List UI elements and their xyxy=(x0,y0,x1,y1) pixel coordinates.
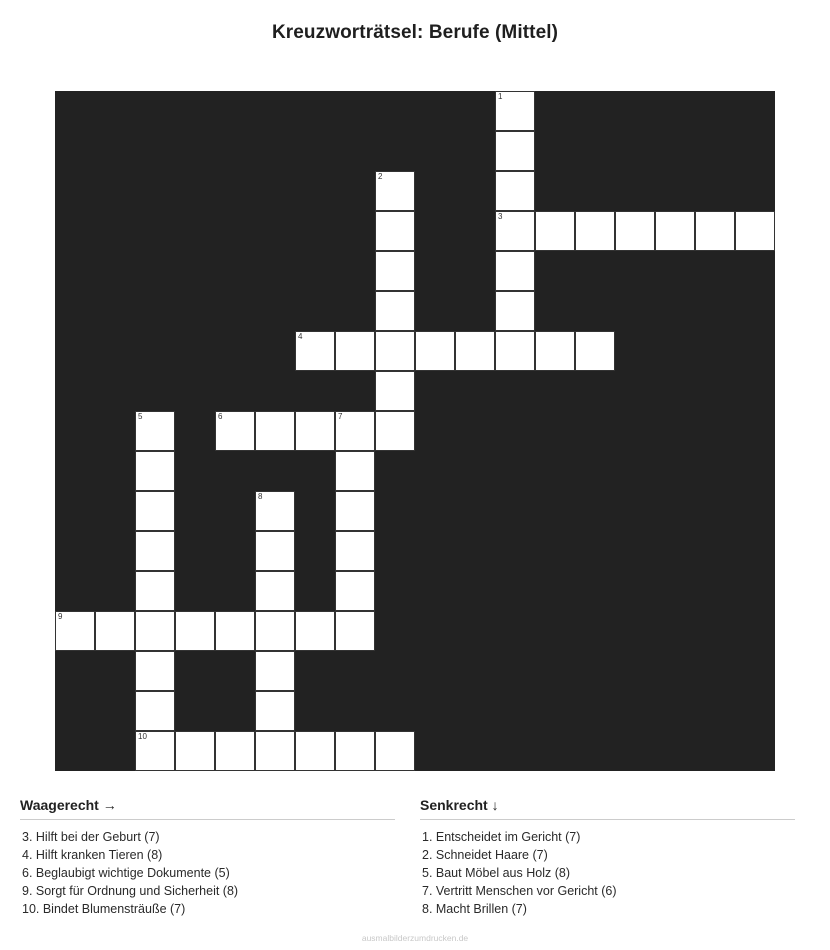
crossword-cell[interactable] xyxy=(575,211,615,251)
cell-number: 6 xyxy=(218,412,223,421)
clue-item: 9. Sorgt für Ordnung und Sicherheit (8) xyxy=(22,884,239,898)
cell-number: 8 xyxy=(258,492,263,501)
crossword-cell[interactable] xyxy=(255,571,295,611)
clue-item: 4. Hilft kranken Tieren (8) xyxy=(22,848,163,862)
crossword-cell[interactable] xyxy=(655,211,695,251)
crossword-cell[interactable] xyxy=(255,491,295,531)
crossword-cell[interactable] xyxy=(135,411,175,451)
crossword-cell[interactable] xyxy=(335,571,375,611)
clues-across xyxy=(20,797,395,918)
crossword-cell[interactable] xyxy=(375,371,415,411)
crossword-cell[interactable] xyxy=(295,411,335,451)
crossword-cell[interactable] xyxy=(135,611,175,651)
crossword-cell[interactable] xyxy=(335,331,375,371)
crossword-cell[interactable] xyxy=(335,611,375,651)
crossword-cell[interactable] xyxy=(615,211,655,251)
crossword-cell[interactable] xyxy=(255,691,295,731)
crossword-cell[interactable] xyxy=(375,211,415,251)
crossword-cell[interactable] xyxy=(375,291,415,331)
cell-number: 2 xyxy=(378,172,383,181)
page-title: Kreuzworträtsel: Berufe (Mittel) xyxy=(271,22,559,43)
crossword-cell[interactable] xyxy=(135,731,175,771)
clues-down xyxy=(420,797,795,918)
crossword-cell[interactable] xyxy=(255,411,295,451)
crossword-cell[interactable] xyxy=(335,731,375,771)
crossword-cell[interactable] xyxy=(95,611,135,651)
crossword-cell[interactable] xyxy=(455,331,495,371)
cell-number: 3 xyxy=(498,212,503,221)
crossword-cell[interactable] xyxy=(55,611,95,651)
crossword-cell[interactable] xyxy=(215,611,255,651)
crossword-cell[interactable] xyxy=(335,411,375,451)
clue-item: 10. Bindet Blumensträuße (7) xyxy=(22,902,186,916)
crossword-cell[interactable] xyxy=(495,91,535,131)
clues-across-heading: Waagerecht → xyxy=(20,797,395,820)
footer-watermark: ausmalbilderzumdrucken.de xyxy=(361,933,469,943)
clue-item: 6. Beglaubigt wichtige Dokumente (5) xyxy=(22,866,230,880)
crossword-cell[interactable] xyxy=(255,611,295,651)
crossword-cell[interactable] xyxy=(495,131,535,171)
crossword-cell[interactable] xyxy=(695,211,735,251)
clues-down-heading: Senkrecht ↓ xyxy=(420,797,795,820)
crossword-cell[interactable] xyxy=(135,691,175,731)
crossword-cell[interactable] xyxy=(255,531,295,571)
crossword-cell[interactable] xyxy=(135,451,175,491)
cell-number: 4 xyxy=(298,332,303,341)
crossword-cell[interactable] xyxy=(135,491,175,531)
clue-item: 7. Vertritt Menschen vor Gericht (6) xyxy=(422,884,617,898)
crossword-cell[interactable] xyxy=(255,731,295,771)
clues-section xyxy=(0,797,830,918)
crossword-cell[interactable] xyxy=(335,491,375,531)
clue-item: 2. Schneidet Haare (7) xyxy=(422,848,548,862)
crossword-cells xyxy=(55,91,775,771)
crossword-cell[interactable] xyxy=(135,651,175,691)
crossword-cell[interactable] xyxy=(535,211,575,251)
crossword-cell[interactable] xyxy=(295,331,335,371)
clue-item: 8. Macht Brillen (7) xyxy=(422,902,527,916)
crossword-cell[interactable] xyxy=(495,171,535,211)
crossword-cell[interactable] xyxy=(295,611,335,651)
crossword-cell[interactable] xyxy=(735,211,775,251)
crossword-cell[interactable] xyxy=(135,531,175,571)
clue-item: 3. Hilft bei der Geburt (7) xyxy=(22,830,160,844)
crossword-cell[interactable] xyxy=(215,731,255,771)
cell-number: 10 xyxy=(138,732,147,741)
crossword-cell[interactable] xyxy=(335,451,375,491)
crossword-cell[interactable] xyxy=(255,651,295,691)
crossword-cell[interactable] xyxy=(495,331,535,371)
cell-number: 9 xyxy=(58,612,63,621)
cell-number: 5 xyxy=(138,412,143,421)
crossword-cell[interactable] xyxy=(375,251,415,291)
cell-number: 1 xyxy=(498,92,503,101)
crossword-cell[interactable] xyxy=(495,291,535,331)
cell-number: 7 xyxy=(338,412,343,421)
crossword-cell[interactable] xyxy=(135,571,175,611)
crossword-cell[interactable] xyxy=(535,331,575,371)
crossword-grid xyxy=(55,91,775,771)
crossword-cell[interactable] xyxy=(495,251,535,291)
crossword-cell[interactable] xyxy=(575,331,615,371)
clue-item: 5. Baut Möbel aus Holz (8) xyxy=(422,866,570,880)
crossword-cell[interactable] xyxy=(375,731,415,771)
crossword-cell[interactable] xyxy=(175,731,215,771)
crossword-cell[interactable] xyxy=(215,411,255,451)
crossword-cell[interactable] xyxy=(375,171,415,211)
crossword-cell[interactable] xyxy=(375,411,415,451)
crossword-cell[interactable] xyxy=(375,331,415,371)
crossword-cell[interactable] xyxy=(295,731,335,771)
crossword-cell[interactable] xyxy=(415,331,455,371)
crossword-cell[interactable] xyxy=(495,211,535,251)
clue-item: 1. Entscheidet im Gericht (7) xyxy=(422,830,581,844)
crossword-cell[interactable] xyxy=(175,611,215,651)
crossword-cell[interactable] xyxy=(335,531,375,571)
